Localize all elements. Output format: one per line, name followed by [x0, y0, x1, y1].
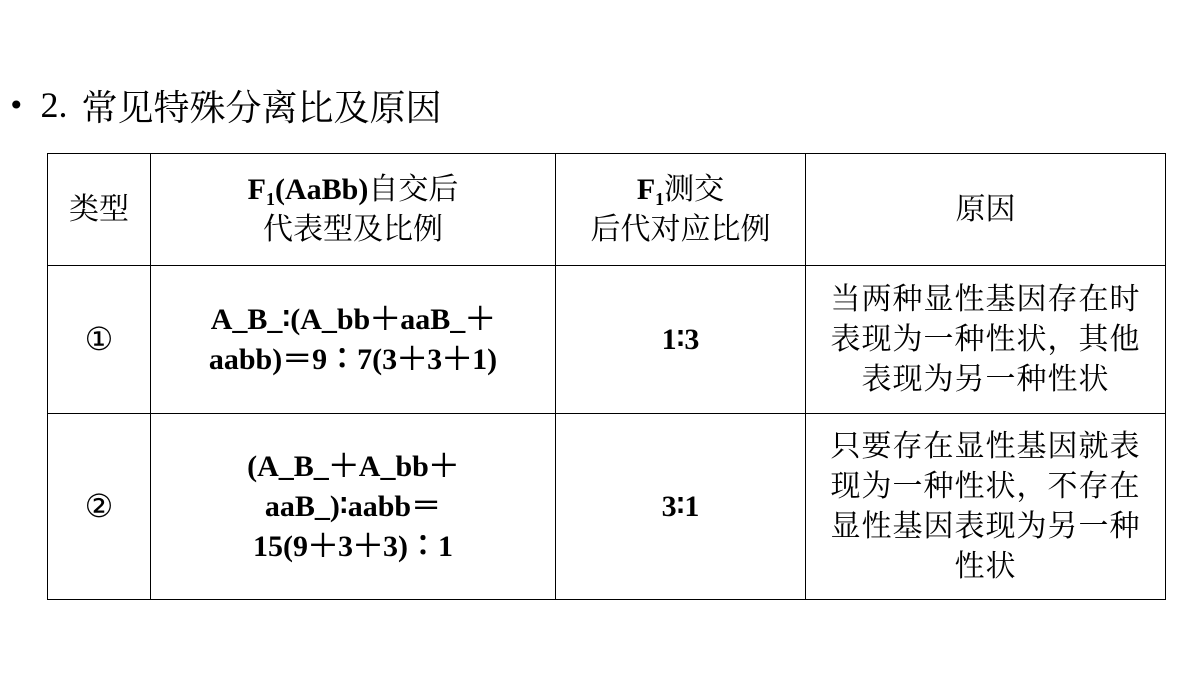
- header-reason: 原因: [806, 154, 1166, 266]
- f1-label: $F_1$: [636, 172, 665, 209]
- f1-label: $F_1(AaBb)$: [247, 172, 369, 209]
- reason-cell: 当两种显性基因存在时 表现为一种性状，其他 表现为另一种性状: [806, 266, 1166, 414]
- testcross-ratio-cell: 3∶1: [556, 414, 806, 600]
- table-header-row: [48, 154, 1166, 266]
- row-type-cell: ①: [48, 266, 151, 414]
- table-row: [48, 414, 1166, 600]
- section-heading: [8, 80, 442, 130]
- header-testcross: $F_1$测交 后代对应比例: [556, 154, 806, 266]
- testcross-ratio-cell: 1∶3: [556, 266, 806, 414]
- section-title: 常见特殊分离比及原因: [81, 87, 442, 129]
- selfcross-ratio-cell: (A_B_＋A_bb＋ aaB_)∶aabb＝ 15(9＋3＋3)∶1: [151, 414, 556, 600]
- bullet-icon: •: [8, 88, 25, 122]
- table-row: [48, 266, 1166, 414]
- selfcross-ratio-cell: A_B_∶(A_bb＋aaB_＋ aabb)＝9∶7(3＋3＋1): [151, 266, 556, 414]
- row-type-cell: ②: [48, 414, 151, 600]
- header-type: 类型: [48, 154, 151, 266]
- header-selfcross: $F_1(AaBb)$自交后 代表型及比例: [151, 154, 556, 266]
- section-number: 2.: [40, 85, 68, 125]
- segregation-ratio-table: [47, 153, 1166, 600]
- reason-cell: 只要存在显性基因就表 现为一种性状，不存在 显性基因表现为另一种 性状: [806, 414, 1166, 600]
